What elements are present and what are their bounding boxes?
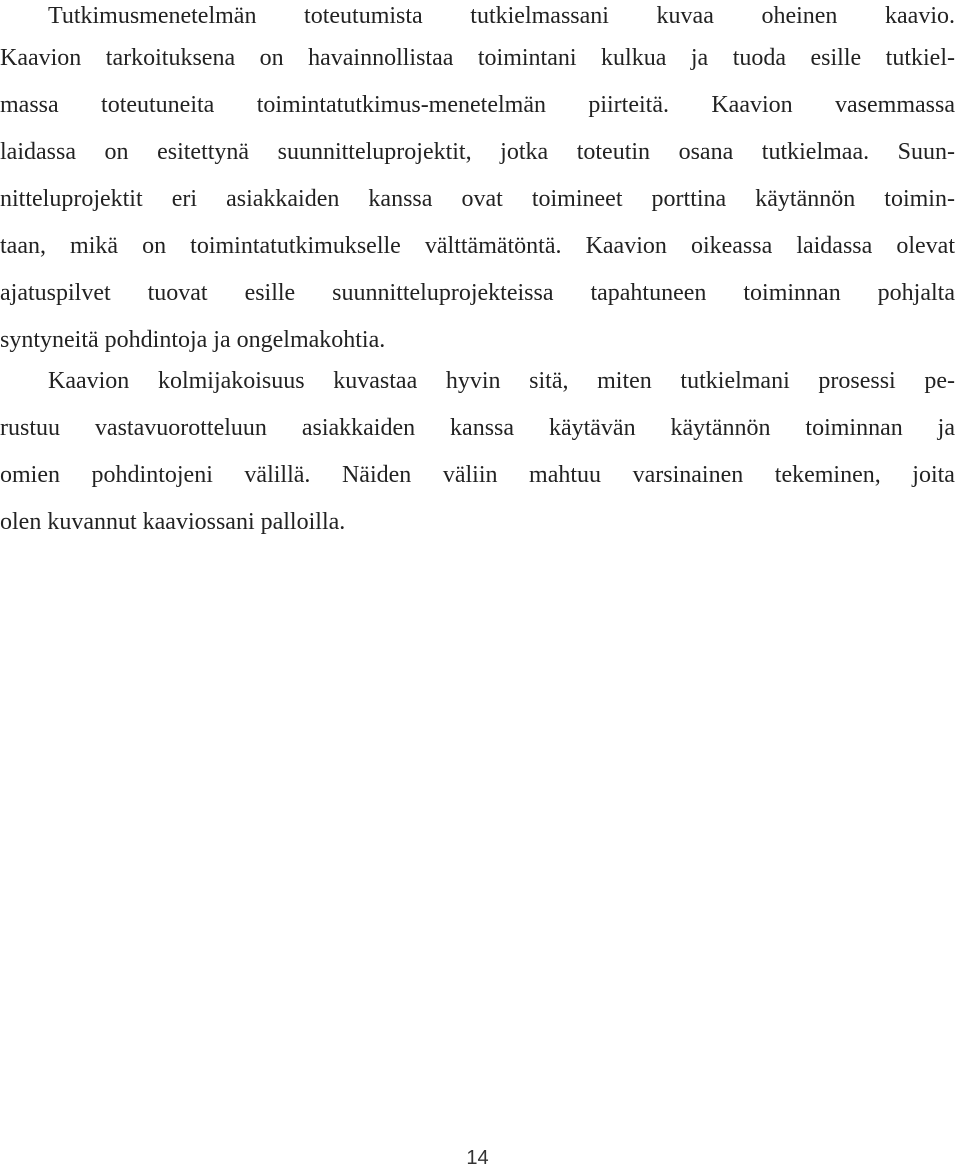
paragraph-line: omien pohdintojeni välillä. Näiden väliin mahtuu varsinainen tekeminen, joita xyxy=(0,462,955,488)
paragraph-line: Tutkimusmenetelmän toteutumista tutkielmassani kuvaa oheinen kaavio. xyxy=(48,3,955,29)
paragraph-line: syntyneitä pohdintoja ja ongelmakohtia. xyxy=(0,327,386,353)
paragraph-line: Kaavion tarkoituksena on havainnollistaa toimintani kulkua ja tuoda esille tutkiel- xyxy=(0,45,955,71)
paragraph-line: Kaavion kolmijakoisuus kuvastaa hyvin sitä, miten tutkielmani prosessi pe- xyxy=(48,368,956,394)
page-number: 14 xyxy=(466,1147,489,1169)
paragraph-line: taan, mikä on toimintatutkimukselle välttämätöntä. Kaavion oikeassa laidassa olevat xyxy=(0,233,956,259)
paragraph-line: rustuu vastavuorotteluun asiakkaiden kanssa käytävän käytännön toiminnan ja xyxy=(0,415,955,441)
paragraph-line: laidassa on esitettynä suunnitteluprojektit, jotka toteutin osana tutkielmaa. Suun- xyxy=(0,139,955,165)
paragraph-line: ajatuspilvet tuovat esille suunnitteluprojekteissa tapahtuneen toiminnan pohjalta xyxy=(0,280,955,306)
paragraph-line: nitteluprojektit eri asiakkaiden kanssa ovat toimineet porttina käytännön toimin- xyxy=(0,186,955,212)
paragraph-line: massa toteutuneita toimintatutkimus-menetelmän piirteitä. Kaavion vasemmassa xyxy=(0,92,955,118)
paragraph-line: olen kuvannut kaaviossani palloilla. xyxy=(0,509,346,535)
